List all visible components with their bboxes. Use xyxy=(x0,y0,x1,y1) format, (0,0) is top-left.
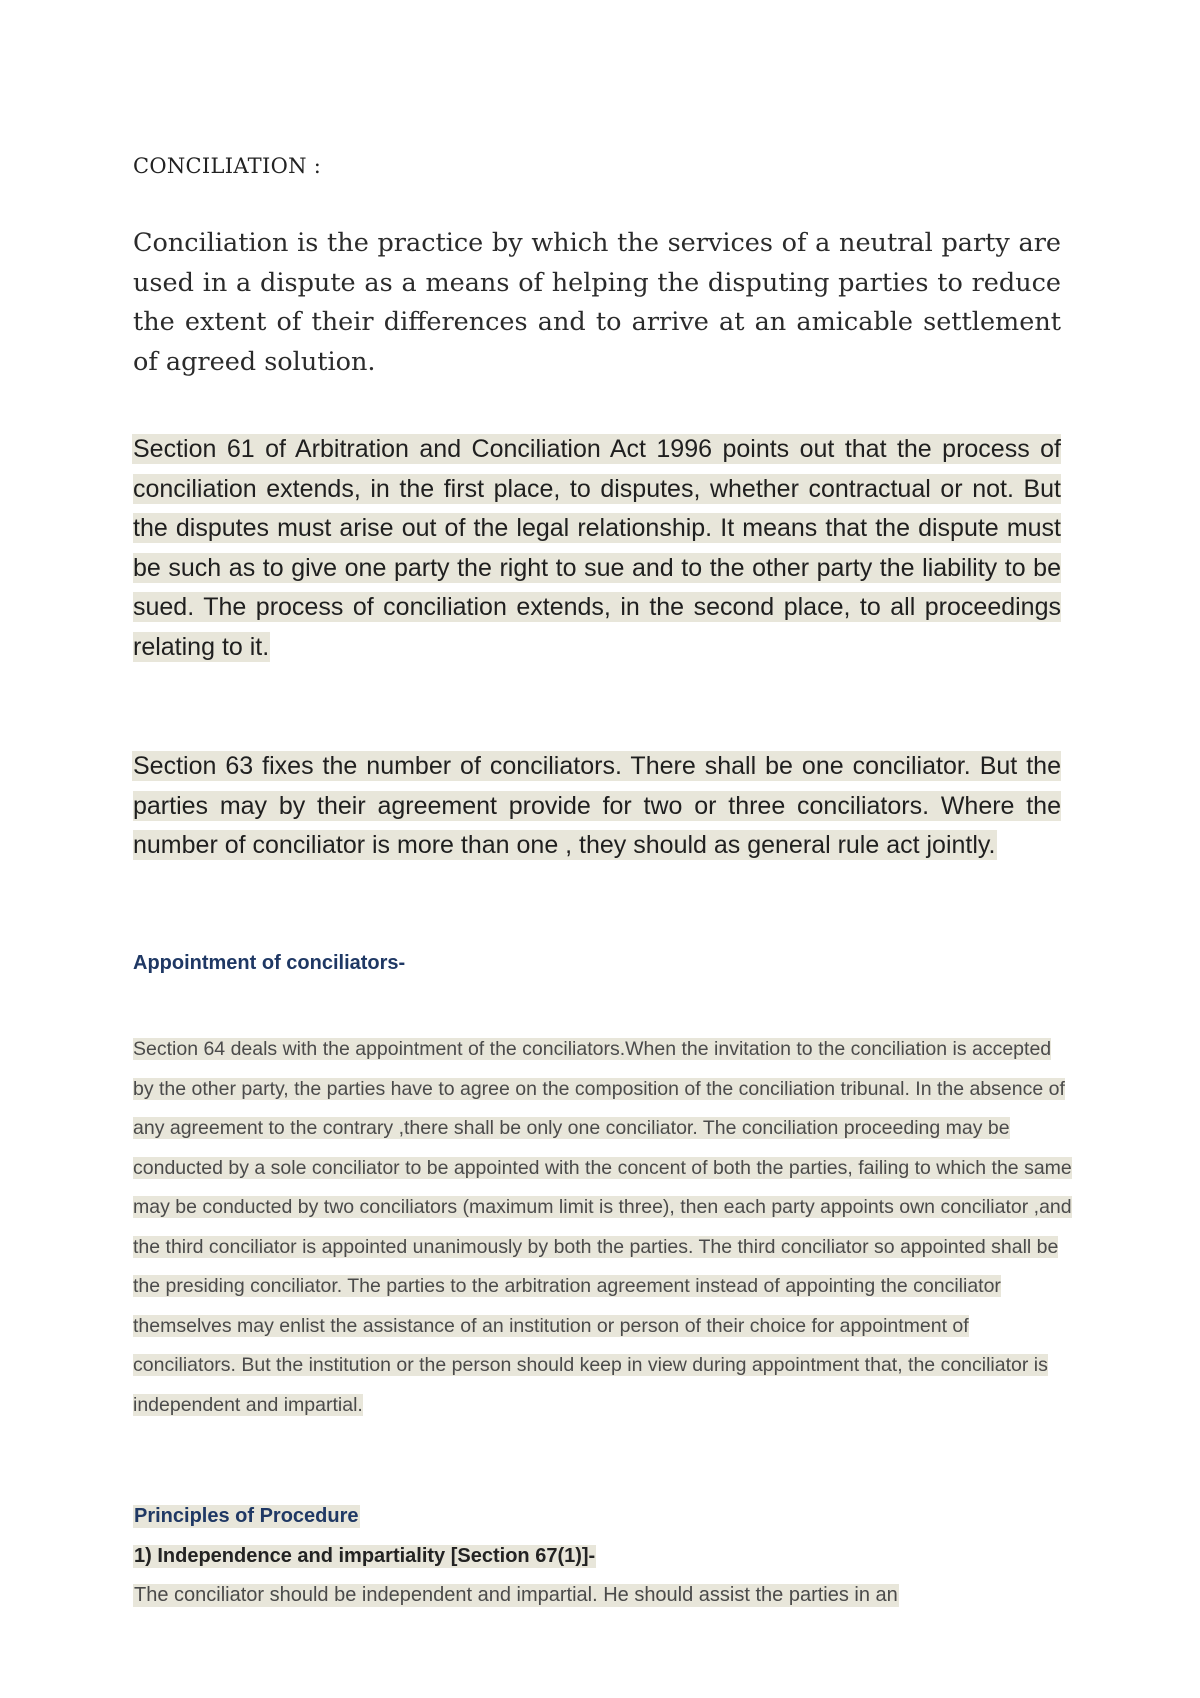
document-title: CONCILIATION : xyxy=(133,154,322,178)
section-61-paragraph xyxy=(133,430,1061,667)
appointment-heading: Appointment of conciliators- xyxy=(133,952,406,974)
independence-paragraph: The conciliator should be independent and impartial. He should assist the parties in an xyxy=(134,1584,898,1606)
procedure-heading: Principles of Procedure xyxy=(134,1505,359,1527)
section-63-text: Section 63 fixes the number of conciliators. There shall be one conciliator. But the parties may by their agreement provide for two or three conciliators. Where the number of conciliator is more than one , they should as general rule act jointly. xyxy=(133,752,1061,859)
appointment-text: Section 64 deals with the appointment of the conciliators.When the invitation to the conciliation is accepted by the other party, the parties have to agree on the composition of the conciliation tribunal. In the absence of any agreement to the contrary ,there shall be only one conciliator. The conciliation proceeding may be conducted by a sole conciliator to be appointed with the concent of both the parties, failing to which the same may be conducted by two conciliators (maximum limit is three), then each party appoints own conciliator ,and the third conciliator is appointed unanimously by both the parties. The third conciliator so appointed shall be the presiding conciliator. The parties to the arbitration agreement instead of appointing the conciliator themselves may enlist the assistance of an institution or person of their choice for appointment of conciliators. But the institution or the person should keep in view during appointment that, the conciliator is independent and impartial. xyxy=(133,1038,1072,1416)
intro-paragraph: Conciliation is the practice by which the services of a neutral party are used in a dispute as a means of helping the disputing parties to reduce the extent of their differences and to arrive at an amicable settlement of agreed solution. xyxy=(133,228,1061,377)
section-61-text: Section 61 of Arbitration and Conciliation Act 1996 points out that the process of conciliation extends, in the first place, to disputes, whether contractual or not. But the disputes must arise out of the legal relationship. It means that the dispute must be such as to give one party the right to sue and to the other party the liability to be sued. The process of conciliation extends, in the second place, to all proceedings relating to it. xyxy=(133,435,1061,661)
section-63-paragraph xyxy=(133,747,1061,866)
appointment-paragraph xyxy=(133,1030,1073,1425)
independence-heading: 1) Independence and impartiality [Section 67(1)]- xyxy=(134,1545,596,1567)
